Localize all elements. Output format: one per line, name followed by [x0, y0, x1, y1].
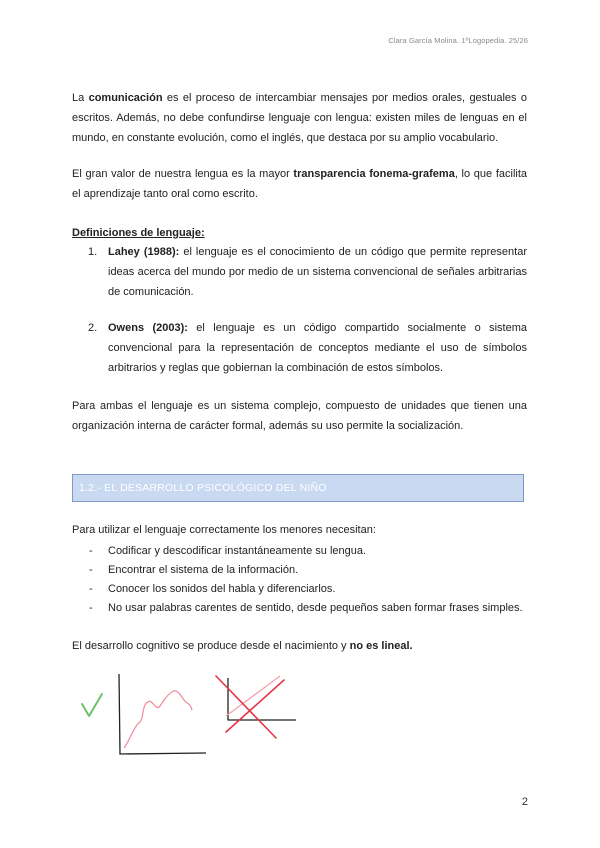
text-run: el lenguaje es el conocimiento de un código que permite representar ideas acerca del mundo por medio de un sistema convencional de señales arbitrarias de comunicación.	[108, 246, 528, 298]
dash-marker: -	[89, 583, 93, 595]
needs-intro: Para utilizar el lenguaje correctamente los menores necesitan:	[72, 524, 376, 536]
dash-marker: -	[89, 602, 93, 614]
list-item	[72, 580, 527, 599]
list-item-text: Conocer los sonidos del habla y diferenciarlos.	[108, 583, 336, 595]
definition-text	[108, 242, 527, 302]
text-run: el lenguaje es un código compartido socialmente o sistema convencional para la representación de conceptos mediante el uso de símbolos arbitrarios y reglas que gobiernan la combinación de estos símbolos.	[108, 322, 527, 374]
definitions-title: Definiciones de lenguaje:	[72, 227, 205, 239]
bold-term: no es lineal.	[349, 640, 413, 652]
list-item	[72, 542, 527, 561]
bold-term: transparencia fonema-grafema	[293, 168, 455, 180]
nonlinear-curve	[124, 691, 192, 748]
cross-line-b	[226, 680, 284, 732]
list-item-text: Codificar y descodificar instantáneamente su lengua.	[108, 545, 367, 557]
text-run: es el proceso de intercambiar mensajes por medios orales, gestuales o escritos. Además, no debe confundirse lenguaje con lengua: existen miles de lenguas en el mundo, en constante evolución, como el inglés, que destaca por su amplio vocabulario.	[72, 92, 527, 144]
page-header: Clara García Molina. 1ºLogopedia. 25/26	[388, 36, 528, 45]
text-run: , lo que facilita el aprendizaje tanto oral como escrito.	[72, 168, 528, 200]
definition-author: Lahey (1988):	[108, 246, 180, 258]
bold-term: comunicación	[88, 92, 163, 104]
definitions-summary: Para ambas el lenguaje es un sistema complejo, compuesto de unidades que tienen una organización interna de carácter formal, además su uso permite la socialización.	[72, 400, 527, 432]
list-item	[72, 599, 527, 618]
linear-line	[226, 676, 280, 716]
needs-list	[72, 542, 527, 618]
check-mark-icon	[82, 694, 102, 716]
text-run: La	[72, 92, 89, 104]
definition-text	[108, 318, 527, 378]
text-run: El gran valor de nuestra lengua es la mayor	[72, 168, 294, 180]
closing-paragraph	[72, 636, 527, 656]
transparency-paragraph	[72, 164, 527, 204]
graph-axes-left	[119, 674, 206, 754]
list-item-text: No usar palabras carentes de sentido, desde pequeños saben formar frases simples.	[108, 602, 523, 614]
section-heading-box	[72, 474, 524, 502]
list-item-text: Encontrar el sistema de la información.	[108, 564, 299, 576]
dash-marker: -	[89, 564, 93, 576]
communication-paragraph	[72, 88, 527, 148]
page-number: 2	[521, 796, 528, 808]
development-sketch	[76, 668, 306, 760]
section-title: 1.2.- EL DESARROLLO PSICOLÓGICO DEL NIÑO	[79, 482, 327, 494]
list-number: 1.	[88, 246, 98, 258]
list-item	[72, 561, 527, 580]
list-number: 2.	[88, 322, 98, 334]
definition-author: Owens (2003):	[108, 322, 188, 334]
text-run: El desarrollo cognitivo se produce desde el nacimiento y	[72, 640, 350, 652]
dash-marker: -	[89, 545, 93, 557]
